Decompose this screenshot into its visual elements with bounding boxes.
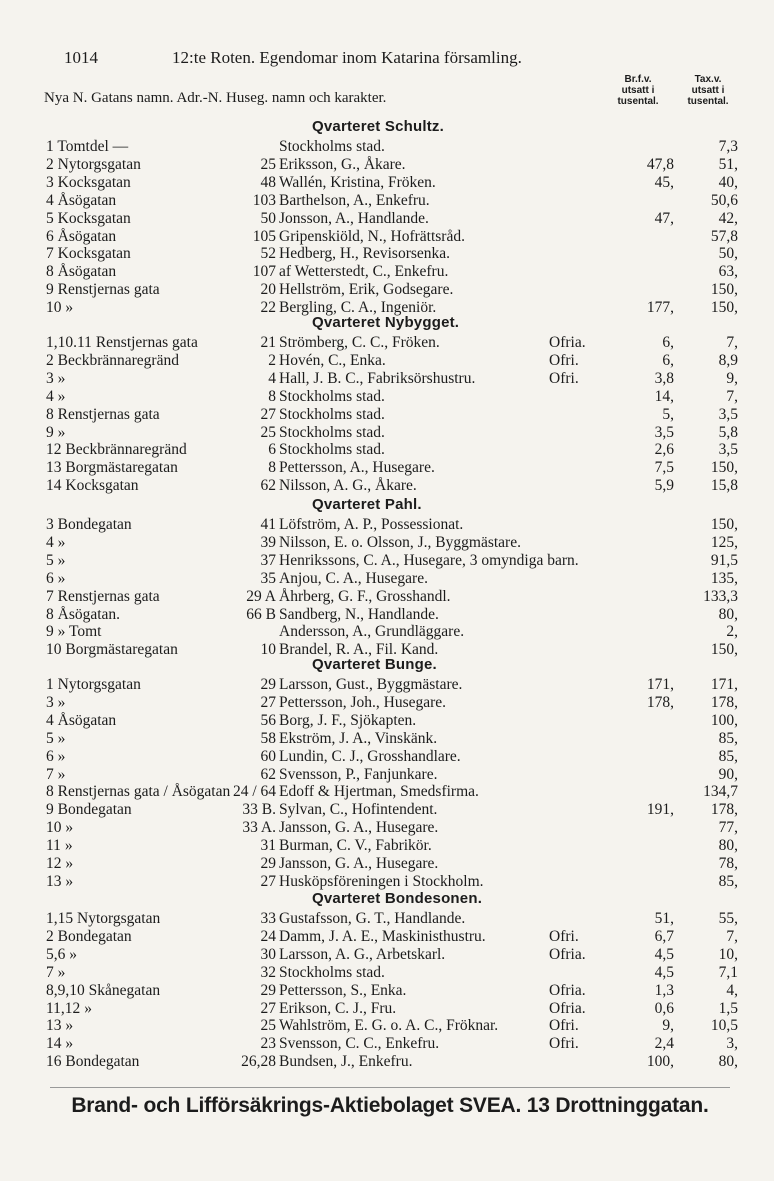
- tax-value: 51,: [718, 155, 738, 173]
- tax-value: 150,: [710, 281, 738, 299]
- tax-value: 2,: [726, 623, 738, 641]
- brf-value: 177,: [646, 299, 674, 317]
- tax-value: 10,5: [710, 1017, 738, 1035]
- tax-value: 50,6: [710, 191, 738, 209]
- street-name: Åsögatan: [53, 263, 117, 281]
- section-title: Qvarteret Bondesonen.: [312, 890, 483, 907]
- brf-value: 6,: [662, 351, 674, 369]
- tax-value: 90,: [718, 765, 738, 783]
- owner-name: Sylvan, C., Hofintendent.: [279, 801, 438, 819]
- address-number: 8: [268, 387, 276, 405]
- owner-name: Ekström, J. A., Vinskänk.: [279, 729, 438, 747]
- address-number: 23: [260, 1035, 276, 1053]
- address-number: 29: [260, 981, 276, 999]
- address-number: 105: [252, 227, 276, 245]
- property-number: 1: [46, 676, 54, 693]
- property-number: 4: [46, 533, 54, 551]
- ofri-status: Ofria.: [549, 981, 586, 999]
- address-number: 50: [260, 209, 276, 227]
- street-name: »: [53, 423, 66, 441]
- address-number: 26,28: [241, 1053, 276, 1071]
- owner-name: af Wetterstedt, C., Enkefru.: [279, 263, 449, 281]
- property-number: 13: [46, 459, 62, 477]
- street-name: »: [53, 569, 66, 587]
- address-number: 27: [260, 693, 276, 711]
- tax-value: 133,3: [703, 587, 738, 605]
- tax-value: 4,: [726, 981, 738, 999]
- owner-name: Hall, J. B. C., Fabriksörshustru.: [279, 369, 476, 387]
- brf-value: 14,: [654, 387, 674, 405]
- tax-value: 5,8: [718, 423, 738, 441]
- brf-value: 7,5: [654, 459, 674, 477]
- property-number: 8: [46, 405, 54, 423]
- street-name: »: [53, 693, 66, 711]
- property-number: 4: [46, 711, 54, 729]
- property-number: 13: [46, 1017, 62, 1035]
- table-row: [0, 1051, 774, 1073]
- owner-name: Åhrberg, G. F., Grosshandl.: [279, 587, 451, 605]
- owner-name: Stockholms stad.: [279, 138, 385, 155]
- brf-value: 6,: [662, 334, 674, 351]
- property-number: 7: [46, 963, 54, 981]
- address-number: 107: [252, 263, 276, 281]
- street-name: »: [61, 299, 74, 317]
- address-number: 62: [260, 765, 276, 783]
- property-number: 5,6: [46, 945, 66, 963]
- brf-value: 47,: [654, 209, 674, 227]
- address-number: 58: [260, 729, 276, 747]
- address-number: 62: [260, 477, 276, 495]
- street-name: Nytorgsgatan: [53, 676, 141, 693]
- street-name: Tomtdel —: [53, 138, 129, 155]
- owner-name: Pettersson, Joh., Husegare.: [279, 693, 447, 711]
- tax-value: 178,: [710, 693, 738, 711]
- owner-name: Bergling, C. A., Ingeniör.: [279, 299, 437, 317]
- section-title: Qvarteret Pahl.: [312, 496, 422, 513]
- brf-value: 2,6: [654, 441, 674, 459]
- tax-value: 85,: [718, 729, 738, 747]
- property-number: 1,15: [46, 910, 74, 927]
- tax-value: 178,: [710, 801, 738, 819]
- owner-name: Strömberg, C. C., Fröken.: [279, 334, 440, 351]
- street-name: Nytorgsgatan: [73, 910, 161, 927]
- owner-name: Löfström, A. P., Possessionat.: [279, 516, 464, 533]
- advertisement-footer: Brand- och Lifförsäkrings-Aktiebolaget SVEA. 13 Drottninggatan.: [71, 1094, 709, 1117]
- owner-name: Henrikssons, C. A., Husegare, 3 omyndiga barn.: [279, 551, 579, 569]
- address-number: 29: [260, 676, 276, 693]
- table-row: [0, 475, 774, 497]
- property-number-and-street: [46, 871, 73, 893]
- street-name: Åsögatan: [53, 191, 117, 209]
- property-number-and-street: [46, 1051, 139, 1073]
- property-number: 4: [46, 387, 54, 405]
- street-name: »: [61, 872, 74, 890]
- tax-value: 1,5: [718, 999, 738, 1017]
- column-labels-text: Nya N. Gatans namn. Adr.-N. Huseg. namn och karakter.: [44, 90, 387, 106]
- street-name: Renstjernas gata: [53, 405, 160, 423]
- property-number: 5: [46, 551, 54, 569]
- address-number: 33: [260, 910, 276, 927]
- tax-value: 80,: [718, 837, 738, 855]
- owner-name: Larsson, Gust., Byggmästare.: [279, 676, 463, 693]
- street-name: Borgmästaregatan: [61, 459, 178, 477]
- ofri-status: Ofria.: [549, 334, 586, 351]
- address-number: 103: [252, 191, 276, 209]
- owner-name: Svensson, P., Fanjunkare.: [279, 765, 438, 783]
- tax-value: 3,5: [718, 405, 738, 423]
- owner-name: Barthelson, A., Enkefru.: [279, 191, 430, 209]
- brf-value: 0,6: [654, 999, 674, 1017]
- street-name: Skånegatan: [84, 981, 161, 999]
- owner-name: Husköpsföreningen i Stockholm.: [279, 872, 484, 890]
- tax-value: 63,: [718, 263, 738, 281]
- brf-value: 178,: [646, 693, 674, 711]
- tax-value: 3,5: [718, 441, 738, 459]
- street-name: »: [61, 1035, 74, 1053]
- address-number: 48: [260, 173, 276, 191]
- brf-value: 1,3: [654, 981, 674, 999]
- street-name: »: [53, 963, 66, 981]
- street-name: Borgmästaregatan: [61, 641, 178, 659]
- tax-value: 7,: [726, 334, 738, 351]
- street-name: »: [53, 747, 66, 765]
- address-number: 32: [260, 963, 276, 981]
- brf-value: 5,: [662, 405, 674, 423]
- property-number: 9: [46, 423, 54, 441]
- address-number: 60: [260, 747, 276, 765]
- tax-value: 50,: [718, 245, 738, 263]
- property-number: 10: [46, 641, 62, 659]
- page-number: 1014: [64, 48, 98, 67]
- owner-name: Gripenskiöld, N., Hofrättsråd.: [279, 227, 465, 245]
- owner-name: Larsson, A. G., Arbetskarl.: [279, 945, 446, 963]
- tax-value: 55,: [718, 910, 738, 927]
- tax-value: 77,: [718, 819, 738, 837]
- address-number: 4: [268, 369, 276, 387]
- tax-value: 7,1: [718, 963, 738, 981]
- street-name: »: [53, 729, 66, 747]
- street-name: »: [53, 765, 66, 783]
- property-number: 6: [46, 747, 54, 765]
- owner-name: Nilsson, E. o. Olsson, J., Byggmästare.: [279, 533, 521, 551]
- property-number: 8: [46, 263, 54, 281]
- footer-divider: [50, 1087, 730, 1088]
- address-number: 35: [260, 569, 276, 587]
- street-name: Bondegatan: [53, 516, 132, 533]
- tax-value: 150,: [710, 516, 738, 533]
- column-head-tax: Tax.v. utsatt i tusental.: [687, 74, 729, 107]
- address-number: 30: [260, 945, 276, 963]
- owner-name: Edoff & Hjertman, Smedsfirma.: [279, 783, 479, 801]
- address-number: 56: [260, 711, 276, 729]
- address-number: 24: [260, 927, 276, 945]
- property-number: 8,9,10: [46, 981, 85, 999]
- owner-name: Stockholms stad.: [279, 387, 385, 405]
- column-head-brf: Br.f.v. utsatt i tusental.: [617, 74, 659, 107]
- property-number: 2: [46, 155, 54, 173]
- property-number-and-street: [46, 297, 73, 319]
- tax-value: 78,: [718, 855, 738, 872]
- ofri-status: Ofri.: [549, 369, 579, 387]
- owner-name: Andersson, A., Grundläggare.: [279, 623, 465, 641]
- owner-name: Pettersson, S., Enka.: [279, 981, 407, 999]
- owner-name: Jansson, G. A., Husegare.: [279, 819, 439, 837]
- brf-value: 4,5: [654, 945, 674, 963]
- page-title: 12:te Roten. Egendomar inom Katarina församling.: [172, 48, 522, 67]
- owner-name: Erikson, C. J., Fru.: [279, 999, 397, 1017]
- property-number: 8: [46, 605, 54, 623]
- property-number: 14: [46, 1035, 62, 1053]
- address-number: 27: [260, 872, 276, 890]
- property-number: 4: [46, 191, 54, 209]
- brf-value: 2,4: [654, 1035, 674, 1053]
- property-number: 9: [46, 623, 54, 641]
- address-number: 22: [260, 299, 276, 317]
- tax-value: 7,3: [718, 138, 738, 155]
- address-number: 27: [260, 405, 276, 423]
- property-number: 13: [46, 872, 62, 890]
- street-name: Kocksgatan: [53, 245, 131, 263]
- brf-value: 171,: [646, 676, 674, 693]
- owner-name: Hedberg, H., Revisorsenka.: [279, 245, 451, 263]
- brf-value: 3,8: [654, 369, 674, 387]
- address-number: 33 A.: [242, 819, 276, 837]
- street-name: Renstjernas gata: [91, 334, 198, 351]
- brf-value: 9,: [662, 1017, 674, 1035]
- address-number: 66 B: [246, 605, 276, 623]
- property-number: 12: [46, 441, 62, 459]
- owner-name: Brandel, R. A., Fil. Kand.: [279, 641, 439, 659]
- property-number-and-street: [46, 475, 139, 497]
- street-name: »: [53, 369, 66, 387]
- brf-value: 51,: [654, 910, 674, 927]
- property-number: 9: [46, 281, 54, 299]
- property-number: 1: [46, 138, 54, 155]
- property-number: 16: [46, 1053, 62, 1071]
- address-number: 27: [260, 999, 276, 1017]
- property-number: 10: [46, 299, 62, 317]
- owner-name: Stockholms stad.: [279, 423, 385, 441]
- address-number: 29: [260, 855, 276, 872]
- property-number: 6: [46, 569, 54, 587]
- owner-name: Borg, J. F., Sjökapten.: [279, 711, 417, 729]
- section-title: Qvarteret Nybygget.: [312, 314, 460, 331]
- tax-value: 57,8: [710, 227, 738, 245]
- tax-value: 15,8: [710, 477, 738, 495]
- owner-name: Bundsen, J., Enkefru.: [279, 1053, 413, 1071]
- street-name: Kocksgatan: [53, 209, 131, 227]
- section-title: Qvarteret Bunge.: [312, 656, 437, 673]
- property-number: 3: [46, 173, 54, 191]
- street-name: »: [61, 1017, 74, 1035]
- address-number: 8: [268, 459, 276, 477]
- property-number: 7: [46, 587, 54, 605]
- tax-value: 150,: [710, 299, 738, 317]
- tax-value: 171,: [710, 676, 738, 693]
- owner-name: Jonsson, A., Handlande.: [279, 209, 429, 227]
- street-name: Beckbrännaregränd: [61, 441, 187, 459]
- owner-name: Jansson, G. A., Husegare.: [279, 855, 439, 872]
- address-number: 31: [260, 837, 276, 855]
- street-name: Bondegatan: [53, 801, 132, 819]
- property-number: 5: [46, 729, 54, 747]
- street-name: Kocksgatan: [53, 173, 131, 191]
- address-number: 25: [260, 1017, 276, 1035]
- owner-name: Eriksson, G., Åkare.: [279, 155, 406, 173]
- address-number: 37: [260, 551, 276, 569]
- owner-name: Sandberg, N., Handlande.: [279, 605, 439, 623]
- tax-value: 85,: [718, 872, 738, 890]
- street-name: Beckbrännaregränd: [53, 351, 179, 369]
- street-name: » Tomt: [53, 623, 102, 641]
- address-number: 24 / 64: [232, 783, 276, 801]
- ofri-status: Ofri.: [549, 1035, 579, 1053]
- owner-name: Burman, C. V., Fabrikör.: [279, 837, 432, 855]
- address-number: 21: [260, 334, 276, 351]
- address-number: 2: [268, 351, 276, 369]
- property-number: 1,10.11: [46, 334, 92, 351]
- tax-value: 134,7: [703, 783, 738, 801]
- tax-value: 100,: [710, 711, 738, 729]
- tax-value: 8,9: [718, 351, 738, 369]
- street-name: »: [53, 551, 66, 569]
- property-number: 7: [46, 245, 54, 263]
- owner-name: Wallén, Kristina, Fröken.: [279, 173, 436, 191]
- street-name: Renstjernas gata: [53, 587, 160, 605]
- tax-value: 3,: [726, 1035, 738, 1053]
- tax-value: 9,: [726, 369, 738, 387]
- property-number: 3: [46, 516, 54, 533]
- address-number: 52: [260, 245, 276, 263]
- ofri-status: Ofria.: [549, 999, 586, 1017]
- ofri-status: Ofri.: [549, 927, 579, 945]
- address-number: 25: [260, 423, 276, 441]
- address-number: 33 B.: [242, 801, 276, 819]
- brf-value: 6,7: [654, 927, 674, 945]
- owner-name: Lundin, C. J., Grosshandlare.: [279, 747, 461, 765]
- property-number: 2: [46, 927, 54, 945]
- property-number: 12: [46, 855, 62, 872]
- property-number: 8: [46, 783, 54, 801]
- owner-name: Svensson, C. C., Enkefru.: [279, 1035, 440, 1053]
- street-name: »: [80, 999, 92, 1017]
- address-number: 29 A: [246, 587, 276, 605]
- tax-value: 125,: [710, 533, 738, 551]
- street-name: Åsögatan: [53, 711, 117, 729]
- owner-name: Gustafsson, G. T., Handlande.: [279, 910, 466, 927]
- property-number: 10: [46, 819, 62, 837]
- tax-value: 85,: [718, 747, 738, 765]
- address-number: 20: [260, 281, 276, 299]
- brf-value: 45,: [654, 173, 674, 191]
- street-name: »: [53, 533, 66, 551]
- owner-name: Anjou, C. A., Husegare.: [279, 569, 428, 587]
- property-number: 3: [46, 369, 54, 387]
- street-name: »: [53, 387, 66, 405]
- street-name: »: [65, 945, 77, 963]
- street-name: Bondegatan: [61, 1053, 140, 1071]
- owner-name: Stockholms stad.: [279, 441, 385, 459]
- property-number: 7: [46, 765, 54, 783]
- property-number: 11,12: [46, 999, 81, 1017]
- property-number: 9: [46, 801, 54, 819]
- address-number: 6: [268, 441, 276, 459]
- street-name: Åsögatan: [53, 227, 117, 245]
- tax-value: 10,: [718, 945, 738, 963]
- property-number-and-street: [46, 639, 178, 661]
- tax-value: 7,: [726, 387, 738, 405]
- street-name: »: [61, 819, 74, 837]
- brf-value: 100,: [646, 1053, 674, 1071]
- tax-value: 150,: [710, 459, 738, 477]
- street-name: Åsögatan.: [53, 605, 121, 623]
- property-number: 6: [46, 227, 54, 245]
- tax-value: 40,: [718, 173, 738, 191]
- tax-value: 135,: [710, 569, 738, 587]
- address-number: 25: [260, 155, 276, 173]
- tax-value: 91,5: [710, 551, 738, 569]
- brf-value: 4,5: [654, 963, 674, 981]
- brf-value: 3,5: [654, 423, 674, 441]
- property-number: 14: [46, 477, 62, 495]
- owner-name: Stockholms stad.: [279, 963, 385, 981]
- owner-name: Damm, J. A. E., Maskinisthustru.: [279, 927, 486, 945]
- street-name: Kocksgatan: [61, 477, 139, 495]
- property-number: 2: [46, 351, 54, 369]
- tax-value: 7,: [726, 927, 738, 945]
- street-name: »: [60, 837, 73, 855]
- brf-value: 5,9: [654, 477, 674, 495]
- section-title: Qvarteret Schultz.: [312, 118, 444, 135]
- street-name: Renstjernas gata: [53, 281, 160, 299]
- property-number: 5: [46, 209, 54, 227]
- owner-name: Hovén, C., Enka.: [279, 351, 386, 369]
- owner-name: Wahlström, E. G. o. A. C., Fröknar.: [279, 1017, 499, 1035]
- brf-value: 191,: [646, 801, 674, 819]
- brf-value: 47,8: [646, 155, 674, 173]
- owner-name: Nilsson, A. G., Åkare.: [279, 477, 417, 495]
- owner-name: Stockholms stad.: [279, 405, 385, 423]
- address-number: 39: [260, 533, 276, 551]
- tax-value: 150,: [710, 641, 738, 659]
- tax-value: 80,: [718, 605, 738, 623]
- ofri-status: Ofria.: [549, 945, 586, 963]
- property-number: 11: [46, 837, 61, 855]
- tax-value: 42,: [718, 209, 738, 227]
- street-name: Renstjernas gata / Åsögatan: [53, 783, 231, 801]
- street-name: »: [61, 855, 74, 872]
- street-name: Bondegatan: [53, 927, 132, 945]
- property-number: 3: [46, 693, 54, 711]
- street-name: Nytorgsgatan: [53, 155, 141, 173]
- address-number: 10: [260, 641, 276, 659]
- tax-value: 80,: [718, 1053, 738, 1071]
- ofri-status: Ofri.: [549, 351, 579, 369]
- owner-name: Hellström, Erik, Godsegare.: [279, 281, 454, 299]
- address-number: 41: [260, 516, 276, 533]
- ofri-status: Ofri.: [549, 1017, 579, 1035]
- owner-name: Pettersson, A., Husegare.: [279, 459, 435, 477]
